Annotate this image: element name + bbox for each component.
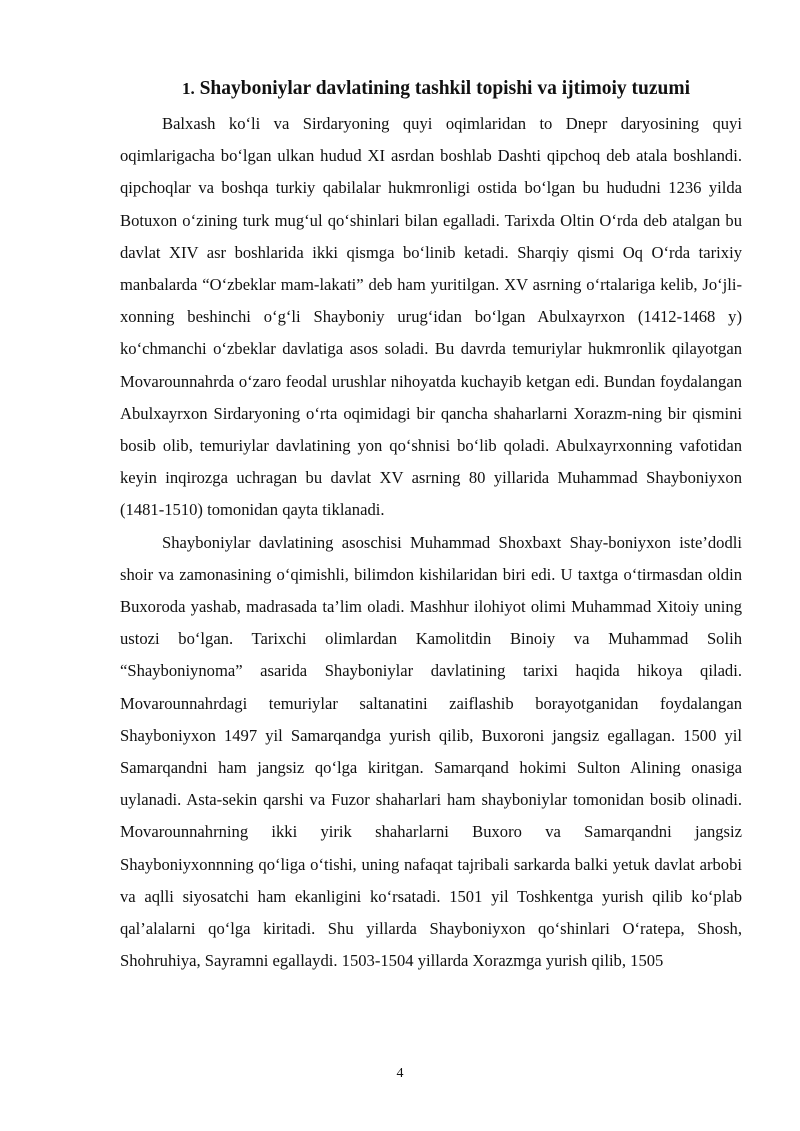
paragraph-2: Shayboniylar davlatining asoschisi Muhammad Shoxbaxt Shay-boniyxon iste’dodli shoir va zamonasining o‘qimishli, bilimdon kishilaridan biri edi. U taxtga o‘tirmasdan oldin Buxoroda yashab, madrasada ta’lim oladi. Mashhur ilohiyot olimi Muhammad Xitoiy uning ustozi bo‘lgan. Tarixchi olimlardan Kamolitdin Binoiy va Muhammad Solih “Shayboniynoma” asarida Shayboniylar davlatining tarixi haqida hikoya qiladi. Movarounnahrdagi temuriylar saltanatini zaiflashib borayotganidan foydalangan Shayboniyxon 1497 yil Samarqandga yurish qilib, Buxoroni jangsiz egallagan. 1500 yil Samarqandni ham jangsiz qo‘lga kiritgan. Samarqand hokimi Sulton Alining onasiga uylanadi. Asta-sekin qarshi va Fuzor shaharlari ham shayboniylar tomonidan bosib olinadi. Movarounnahrning ikki yirik shaharlarni Buxoro va Samarqandni jangsiz Shayboniyxonnning qo‘liga o‘tishi, uning nafaqat tajribali sarkarda balki yetuk davlat arbobi va aqlli siyosatchi ham ekanligini ko‘rsatadi. 1501 yil Toshkentga yurish qilib ko‘plab qal’alalarni qo‘lga kiritadi. Shu yillarda Shayboniyxon qo‘shinlari O‘ratepa, Shosh, Shohruhiya, Sayramni egallaydi. 1503-1504 yillarda Xorazmga yurish qilib, 1505 bbox=[120, 532, 742, 971]
section-number: 1. bbox=[181, 79, 195, 98]
document-page bbox=[120, 76, 742, 977]
page-number: 4 bbox=[396, 1066, 404, 1081]
section-title-text: Shayboniylar davlatining tashkil topishi va ijtimoiy tuzumi bbox=[199, 78, 691, 99]
section-title bbox=[120, 76, 742, 102]
paragraph-1: Balxash ko‘li va Sirdaryoning quyi oqimlaridan to Dnepr daryosining quyi oqimlarigacha bo‘lgan ulkan hudud XI asrdan boshlab Dashti qipchoq deb atala boshlandi. qipchoqlar va boshqa turkiy qabilalar hukmronligi ostida bo‘lgan bu hududni 1236 yilda Botuxon o‘zining turk mug‘ul qo‘shinlari bilan egalladi. Tarixda Oltin O‘rda deb atalgan bu davlat XIV asr boshlarida ikki qismga bo‘linib ketadi. Sharqiy qismi Oq O‘rda tarixiy manbalarda “O‘zbeklar mam-lakati” deb ham yuritilgan. XV asrning o‘rtalariga kelib, Jo‘jli-xonning beshinchi o‘g‘li Shayboniy urug‘idan bo‘lgan Abulxayrxon (1412-1468 y) ko‘chmanchi o‘zbeklar davlatiga asos soladi. Bu davrda temuriylar hukmronlik qilayotgan Movarounnahrda o‘zaro feodal urushlar nihoyatda kuchayib ketgan edi. Bundan foydalangan Abulxayrxon Sirdaryoning o‘rta oqimidagi bir qancha shaharlarni Xorazm-ning bir qismini bosib olib, temuriylar davlatining yon qo‘shnisi bo‘lib qoladi. Abulxayrxonning vafotidan keyin inqirozga uchragan bu davlat XV asrning 80 yillarida Muhammad Shayboniyxon (1481-1510) tomonidan qayta tiklanadi. bbox=[120, 114, 742, 520]
